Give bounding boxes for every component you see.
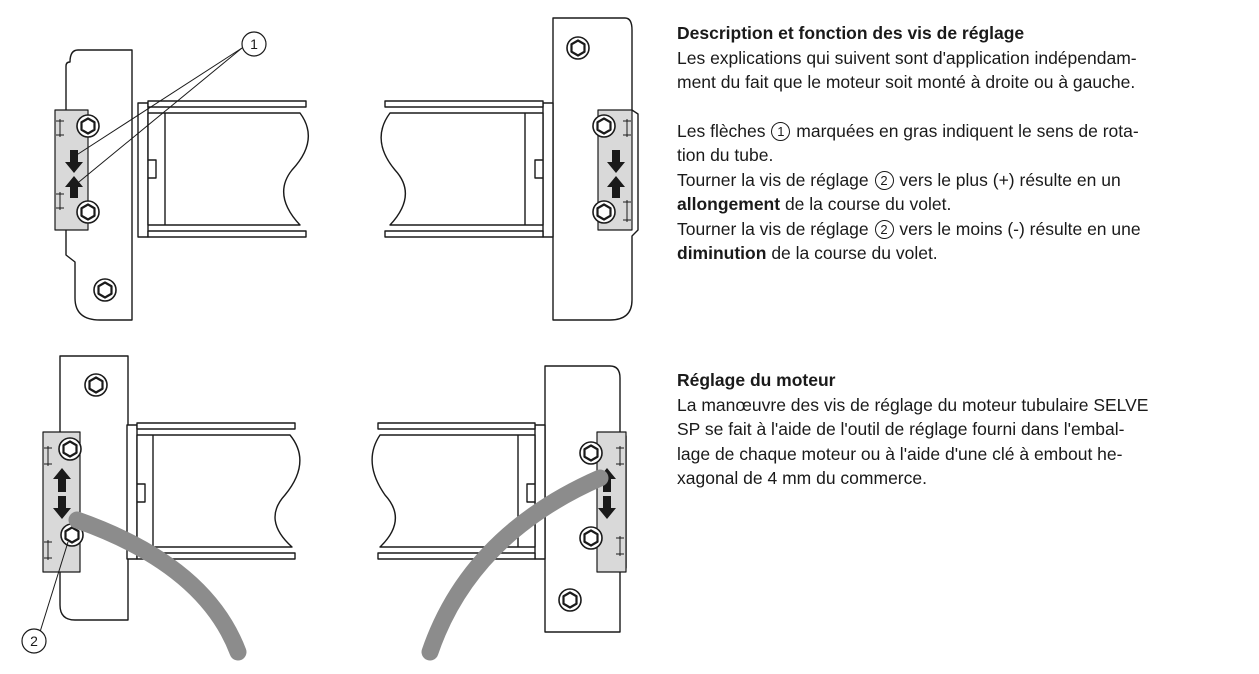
- diagram-top-left: [55, 32, 308, 320]
- flange: [138, 103, 148, 237]
- section-vis-de-reglage: [677, 21, 1247, 266]
- section-title: Réglage du moteur: [677, 370, 836, 390]
- arrows-paragraph: Les flèches 1 marquées en gras indiquent le sens de rota-: [677, 120, 1139, 141]
- body-line-1: La manœuvre des vis de réglage du moteur tubulaire SELVE: [677, 394, 1149, 415]
- diminution-term: diminution: [677, 243, 767, 263]
- tube: [148, 113, 308, 225]
- section-title: Description et fonction des vis de réglage: [677, 23, 1025, 43]
- adjustment-screw-upper: [77, 115, 99, 137]
- body-line-3: lage de chaque moteur ou à l'aide d'une clé à embout he-: [677, 443, 1123, 464]
- adjustment-screw-upper: [593, 115, 615, 137]
- flange: [543, 103, 553, 237]
- callout-2-label: 2: [30, 633, 38, 649]
- callout-1-ref: 1: [771, 122, 790, 141]
- intro-line-2: ment du fait que le moteur soit monté à droite ou à gauche.: [677, 72, 1136, 92]
- callout-2-ref: 2: [875, 171, 894, 190]
- adjustment-screw-lower: [580, 527, 602, 549]
- plus-line-2: allongement de la course du volet.: [677, 194, 952, 214]
- minus-paragraph: Tourner la vis de réglage 2 vers le moins (-) résulte en une: [677, 218, 1141, 239]
- body-line-4: xagonal de 4 mm du commerce.: [677, 468, 927, 488]
- callout-1-label: 1: [250, 36, 258, 52]
- adjustment-screw-lower: [77, 201, 99, 223]
- body-line-2: SP se fait à l'aide de l'outil de réglage fourni dans l'embal-: [677, 419, 1125, 439]
- fixing-screw: [567, 37, 589, 59]
- diagram-bottom-left: [22, 356, 300, 653]
- flange: [535, 425, 545, 559]
- section-reglage-moteur: [677, 368, 1247, 491]
- tube: [381, 113, 543, 225]
- callout-2-ref: 2: [875, 220, 894, 239]
- diagram-top-right: [381, 18, 638, 320]
- arrows-line-2: tion du tube.: [677, 145, 774, 165]
- adjustment-screw-upper: [580, 442, 602, 464]
- allongement-term: allongement: [677, 194, 781, 214]
- adjustment-screw-upper: [59, 438, 81, 460]
- fixing-screw: [94, 279, 116, 301]
- adjustment-screw-lower: [593, 201, 615, 223]
- tube: [137, 435, 300, 547]
- minus-line-2: diminution de la course du volet.: [677, 243, 938, 263]
- plus-paragraph: Tourner la vis de réglage 2 vers le plus (+) résulte en un: [677, 169, 1121, 190]
- fixing-screw: [85, 374, 107, 396]
- intro-line-1: Les explications qui suivent sont d'application indépendam-: [677, 47, 1137, 68]
- diagram-bottom-right: [372, 366, 626, 652]
- fixing-screw: [559, 589, 581, 611]
